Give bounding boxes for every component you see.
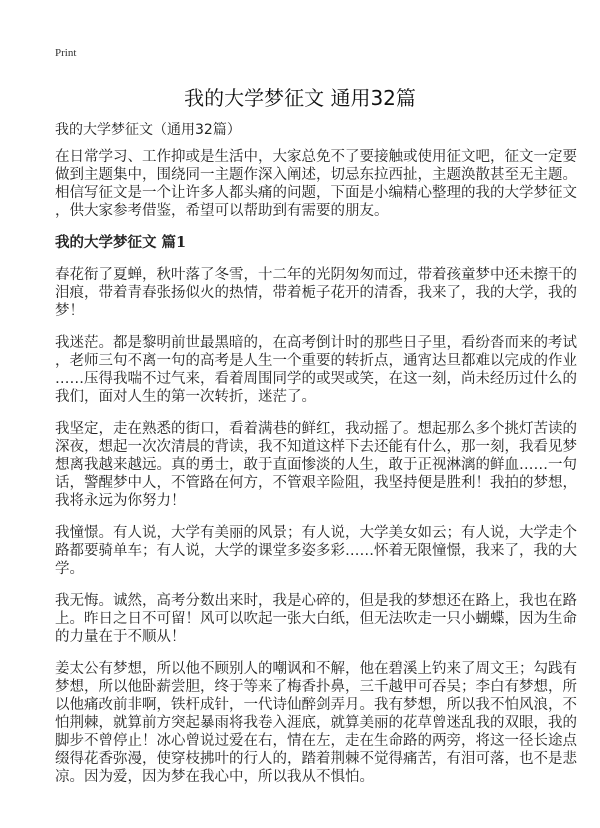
text-line: 姜太公有梦想，所以他不顾别人的嘲讽和不解，他在碧溪上钓来了周文王；勾践有 [55,661,577,677]
text-line: 我们，面对人生的第一次转折，迷茫了。 [55,389,316,405]
body-paragraph [55,660,577,786]
text-line: 我将永远为你努力！ [55,493,186,509]
body-paragraph [55,420,577,510]
text-line: 学。 [55,561,84,577]
document-subtitle: 我的大学梦征文（通用32篇） [55,122,241,138]
text-line: 在日常学习、工作抑或是生活中，大家总免不了要接触或使用征文吧，征文一定要 [55,149,577,165]
text-line: 做到主题集中，围绕同一主题作深入阐述，切忌东拉西扯，主题涣散甚至无主题。 [55,167,577,183]
text-line: ……压得我喘不过气来，看着周围同学的或哭或笑，在这一刻，尚未经历过什么的 [55,371,577,387]
body-paragraph [55,524,577,578]
text-line: ，老师三句不离一句的高考是人生一个重要的转折点，通宵达旦都难以完成的作业 [55,353,577,369]
text-line: 缀得花香弥漫，使穿枝拂叶的行人的，踏着荆棘不觉得痛苦，有泪可落，也不是悲 [55,751,577,767]
text-line: 我憧憬。有人说，大学有美丽的风景；有人说，大学美女如云；有人说，大学走个 [55,525,577,541]
text-line: 梦！ [55,303,84,319]
intro-paragraph [55,148,577,220]
text-line: 想离我越来越远。真的勇士，敢于直面惨淡的人生，敢于正视淋漓的鲜血……一句 [55,457,577,473]
body-paragraph [55,334,577,406]
text-line: 怕荆棘，就算前方突起暴雨将我卷入涯底，就算美丽的花草曾迷乱我的双眼，我的 [55,715,577,731]
text-line: 路都要骑单车；有人说，大学的课堂多姿多彩……怀着无限憧憬，我来了，我的大 [55,543,577,559]
section-heading: 我的大学梦征文 篇1 [55,234,187,251]
print-link[interactable]: Print [55,47,77,59]
text-line: ，供大家参考借鉴，希望可以帮助到有需要的朋友。 [55,203,389,219]
text-line: 以他痛改前非啊，铁杆成针，一代诗仙醉剑弄月。我有梦想，所以我不怕风浪，不 [55,697,577,713]
text-line: 泪痕，带着青春张扬似火的热情，带着栀子花开的清香，我来了，我的大学，我的 [55,285,577,301]
body-paragraph [55,592,577,646]
text-line: 深夜，想起一次次清晨的背读，我不知道这样下去还能有什么，那一刻，我看见梦 [55,439,577,455]
text-line: 我无悔。诚然，高考分数出来时，我是心碎的，但是我的梦想还在路上，我也在路 [55,593,577,609]
text-line: 脚步不曾停止！冰心曾说过爱在右，情在左，走在生命路的两旁，将这一径长途点 [55,733,577,749]
text-line: 春花衔了夏蝉，秋叶落了冬雪，十二年的光阴匆匆而过，带着孩童梦中还未擦干的 [55,267,577,283]
text-line: 话，警醒梦中人，不管路在何方，不管艰辛险阻，我坚持便是胜利！我拍的梦想， [55,475,577,491]
document-body [55,148,577,800]
text-line: 的力量在于不顺从！ [55,629,186,645]
text-line: 相信写征文是一个让许多人都头痛的问题，下面是小编精心整理的我的大学梦征文 [55,185,577,201]
text-line: 凉。因为爱，因为梦在我心中，所以我从不惧怕。 [55,769,374,785]
text-line: 我迷茫。都是黎明前世最黑暗的，在高考倒计时的那些日子里，看纷沓而来的考试 [55,335,577,351]
text-line: 我坚定，走在熟悉的街口，看着满巷的鲜红，我动摇了。想起那么多个挑灯苦读的 [55,421,577,437]
body-paragraph [55,266,577,320]
text-line: 上。昨日之日不可留！风可以吹起一张大白纸，但无法吹走一只小蝴蝶，因为生命 [55,611,577,627]
text-line: 梦想，所以他卧薪尝胆，终于等来了梅香扑鼻，三千越甲可吞吴；李白有梦想，所 [55,679,577,695]
document-title: 我的大学梦征文 通用32篇 [184,86,416,110]
